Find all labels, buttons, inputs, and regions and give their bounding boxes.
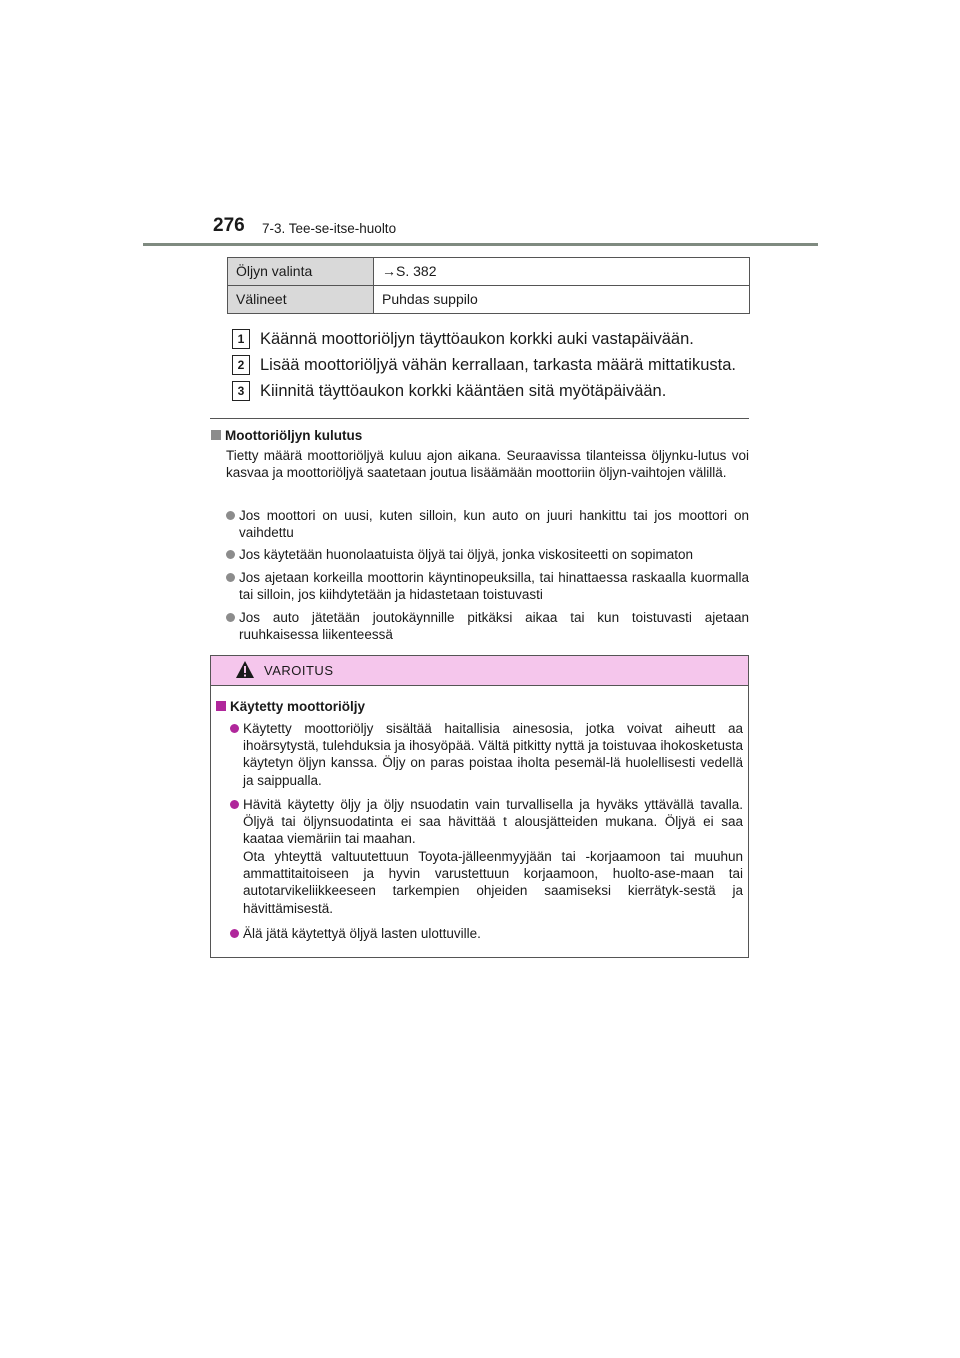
section-title: 7-3. Tee-se-itse-huolto bbox=[262, 221, 397, 236]
list-item-text: Jos moottori on uusi, kuten silloin, kun auto on juuri hankittu tai jos moottori on vaihdettu bbox=[239, 508, 749, 541]
step-text: Kiinnitä täyttöaukon korkki kääntäen sitä myötäpäivään. bbox=[260, 382, 667, 400]
table-label: Öljyn valinta bbox=[228, 258, 374, 286]
warning-section-heading bbox=[216, 699, 365, 715]
table-value: Puhdas suppilo bbox=[374, 286, 750, 314]
warning-title: VAROITUS bbox=[264, 663, 334, 678]
consumption-heading bbox=[211, 428, 362, 444]
square-bullet-icon bbox=[216, 701, 226, 711]
square-bullet-icon bbox=[211, 430, 221, 440]
list-item-text: Jos ajetaan korkeilla moottorin käyntinopeuksilla, tai hinattaessa raskaalla kuormalla tai silloin, jos kiihdytetään ja hidastetaan toistuvasti bbox=[239, 570, 749, 603]
section-divider bbox=[210, 418, 749, 419]
table-label: Välineet bbox=[228, 286, 374, 314]
warning-header bbox=[211, 656, 748, 686]
info-table bbox=[227, 257, 750, 314]
bullet-icon bbox=[226, 573, 235, 582]
table-row bbox=[228, 286, 750, 314]
bullet-icon bbox=[230, 800, 239, 809]
warning-box bbox=[210, 655, 749, 958]
list-item-text: Älä jätä käytettyä öljyä lasten ulottuville. bbox=[243, 926, 481, 941]
bullet-icon bbox=[226, 613, 235, 622]
warning-section-title: Käytetty moottoriöljy bbox=[230, 699, 366, 714]
warning-triangle-icon bbox=[235, 660, 255, 679]
page-number: 276 bbox=[213, 215, 245, 236]
bullet-icon bbox=[230, 929, 239, 938]
step-text: Käännä moottoriöljyn täyttöaukon korkki auki vastapäivään. bbox=[260, 330, 694, 348]
step-number: 3 bbox=[232, 381, 250, 401]
consumption-intro: Tietty määrä moottoriöljyä kuluu ajon aikana. Seuraavissa tilanteissa öljynku-lutus voi kasvaa ja moottoriöljyä saatetaan joutua lisäämään moottoriin öljyn-vaihtojen välillä. bbox=[226, 448, 749, 481]
table-value: →S. 382 bbox=[374, 258, 750, 286]
bullet-icon bbox=[226, 550, 235, 559]
list-item-text: Jos auto jätetään joutokäynnille pitkäksi aikaa tai kun toistuvasti ajetaan ruuhkaisessa liikenteessä bbox=[239, 610, 749, 643]
header-rule bbox=[143, 243, 818, 246]
list-item-text: Hävitä käytetty öljy ja öljy nsuodatin vain turvallisella ja hyväks yttävällä tavalla. Öljyä tai öljynsuodatinta ei saa hävittää t alousjätteiden mukana. Öljyä ei saa kaataa viemäriin tai maahan. bbox=[243, 797, 743, 847]
step-text: Lisää moottoriöljyä vähän kerrallaan, tarkasta määrä mittatikusta. bbox=[260, 356, 736, 374]
list-item-text: Jos käytetään huonolaatuista öljyä tai öljyä, jonka viskositeetti on sopimaton bbox=[239, 547, 694, 562]
list-item-text: Käytetty moottoriöljy sisältää haitallisia ainesosia, jotka voivat aiheutt aa ihoärsytystä, tulehduksia ja ihosyöpää. Vältä pitkitty nyttä ja toistuvaa ihokosketusta käytetyn öljyn kanssa. Öljy on paras poistaa iholta pesemäl-lä huolellisesti vedellä ja saippualla. bbox=[243, 721, 743, 788]
step-number: 2 bbox=[232, 355, 250, 375]
consumption-title: Moottoriöljyn kulutus bbox=[225, 428, 363, 443]
table-row bbox=[228, 258, 750, 286]
step-number: 1 bbox=[232, 329, 250, 349]
bullet-icon bbox=[226, 511, 235, 520]
bullet-icon bbox=[230, 724, 239, 733]
list-item-text: Ota yhteyttä valtuutettuun Toyota-jälleenmyyjään tai -korjaamoon tai muuhun ammattitaitoiseen ja hyvin varustettuun korjaamoon, huolto-ase-maan tai autotarvikeliikkeeseen tarkempien ohjeiden saamiseksi kierrätyk-sestä ja hävittämisestä. bbox=[243, 849, 743, 916]
